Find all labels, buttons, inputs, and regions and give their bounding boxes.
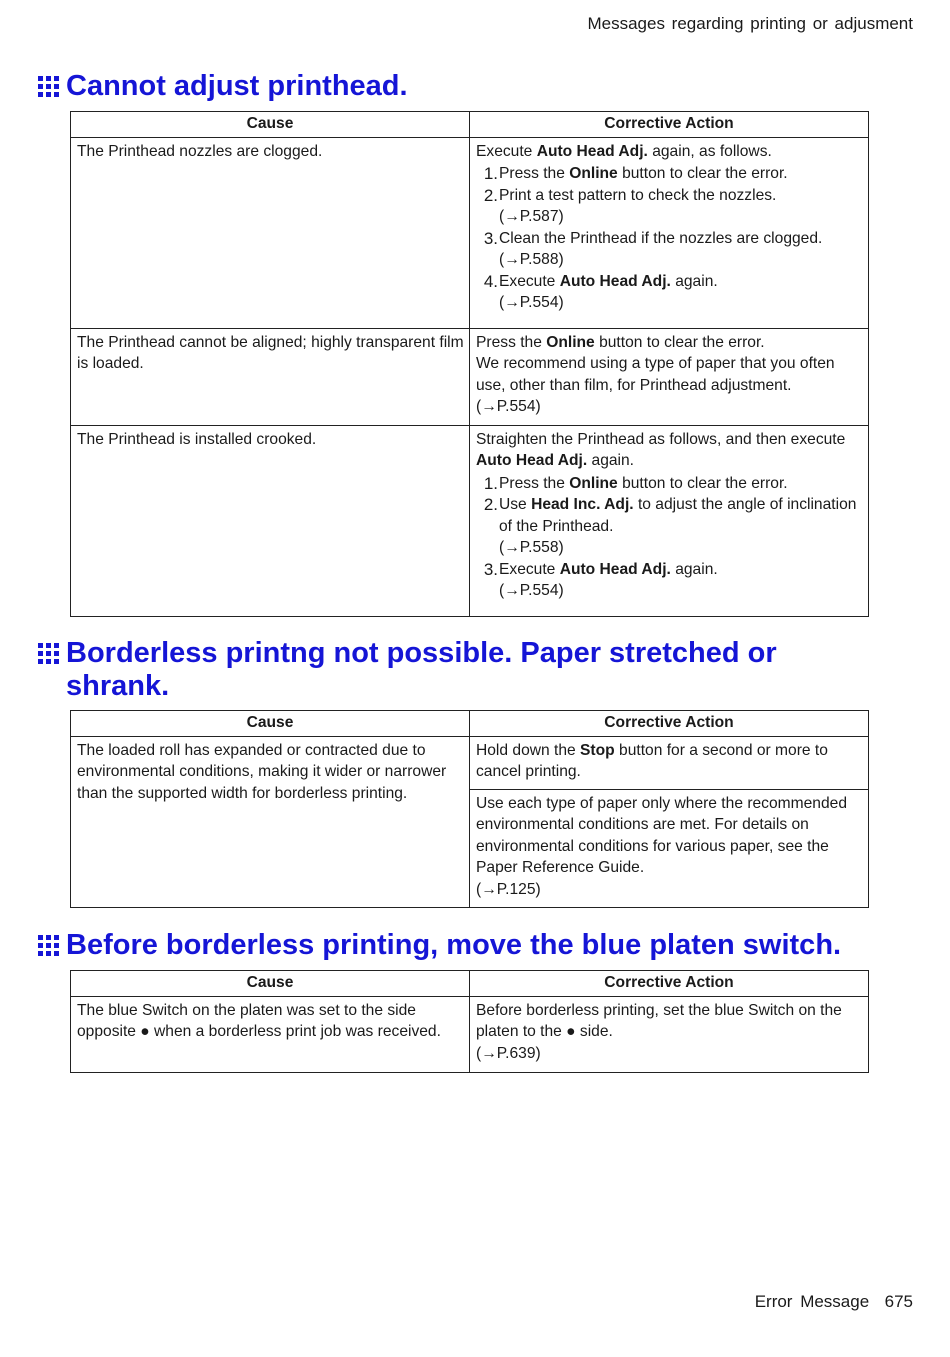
page-reference-link[interactable]: (→P.558): [499, 539, 564, 556]
action-intro: Straighten the Printhead as follows, and then execute Auto Head Adj. again.: [476, 430, 846, 469]
table-header-row: [71, 112, 869, 138]
section-title-borderless: [38, 637, 846, 703]
error-table-borderless: [70, 710, 869, 908]
action-cell: Press the Online button to clear the error. We recommend using a type of paper that you often use, other than film, for Printhead adjustment. (→P.554): [470, 328, 869, 425]
page-reference-link[interactable]: (→P.639): [476, 1044, 541, 1062]
table-row: [71, 736, 869, 789]
column-header-cause: Cause: [71, 711, 470, 737]
column-header-action: Corrective Action: [470, 971, 869, 997]
footer-label: Error Message: [754, 1292, 870, 1311]
list-item: 1. Press the Online button to clear the error.: [483, 473, 788, 493]
section-title-platen-switch: [38, 929, 866, 962]
list-item: 3. Execute Auto Head Adj. again. (→P.554): [476, 559, 863, 602]
action-text: We recommend using a type of paper that you often use, other than film, for Printhead adjustment.: [476, 355, 835, 394]
page-number: 675: [884, 1292, 913, 1311]
column-header-action: Corrective Action: [470, 112, 869, 138]
step-list: [476, 473, 863, 602]
table-row: [71, 137, 869, 328]
page-reference-link[interactable]: (→P.554): [476, 398, 541, 415]
grid-icon: [38, 643, 60, 665]
action-cell: [470, 425, 869, 616]
grid-icon: [38, 76, 60, 98]
action-cell: Hold down the Stop button for a second or more to cancel printing.: [470, 736, 869, 789]
cause-cell: The blue Switch on the platen was set to the side opposite ● when a borderless print job was received.: [71, 996, 470, 1072]
table-row: [71, 328, 869, 425]
list-item: 2. Use Head Inc. Adj. to adjust the angle of inclination of the Printhead. (→P.558): [476, 494, 863, 559]
grid-icon: [38, 935, 60, 957]
action-cell: [470, 996, 869, 1072]
table-row: [71, 425, 869, 616]
section-title-text: Cannot adjust printhead.: [66, 70, 408, 102]
cause-cell: The Printhead nozzles are clogged.: [71, 137, 470, 328]
cause-cell: The Printhead is installed crooked.: [71, 425, 470, 616]
column-header-action: Corrective Action: [470, 711, 869, 737]
list-item: 3. Clean the Printhead if the nozzles are clogged. (→P.588): [476, 228, 863, 271]
action-cell: [470, 137, 869, 328]
section-title-cannot-adjust: [38, 70, 846, 103]
list-item: 2. Print a test pattern to check the nozzles. (→P.587): [476, 185, 863, 228]
table-row: [71, 996, 869, 1072]
page-reference-link[interactable]: (→P.125): [476, 880, 541, 898]
cause-cell: The loaded roll has expanded or contracted due to environmental conditions, making it wider or narrower than the supported width for borderless printing.: [71, 736, 470, 907]
section-title-text: Before borderless printing, move the blue platen switch.: [66, 929, 842, 961]
page-reference-link[interactable]: (→P.587): [499, 208, 564, 225]
error-table-platen: [70, 970, 869, 1073]
error-table-printhead: [70, 111, 869, 617]
action-intro: Execute Auto Head Adj. again, as follows.: [476, 142, 772, 160]
section-title-text: Borderless printng not possible. Paper stretched or shrank.: [66, 637, 777, 702]
list-item: 4. Execute Auto Head Adj. again. (→P.554): [476, 271, 863, 314]
page-reference-link[interactable]: (→P.554): [499, 582, 564, 599]
page-reference-link[interactable]: (→P.554): [499, 294, 564, 311]
page-reference-link[interactable]: (→P.588): [499, 251, 564, 268]
list-item: 1. Press the Online button to clear the error.: [483, 164, 788, 183]
table-header-row: [71, 711, 869, 737]
column-header-cause: Cause: [71, 112, 470, 138]
step-list: [476, 163, 863, 314]
column-header-cause: Cause: [71, 971, 470, 997]
page-header: Messages regarding printing or adjusment: [587, 14, 913, 33]
table-header-row: [71, 971, 869, 997]
page-footer: [755, 1292, 913, 1312]
action-cell: [470, 789, 869, 907]
action-text: Use each type of paper only where the recommended environmental conditions are met. For details on environmental conditions for various paper, see the Paper Reference Guide.: [476, 794, 847, 876]
action-text: Before borderless printing, set the blue Switch on the platen to the ● side.: [476, 1001, 842, 1040]
cause-cell: The Printhead cannot be aligned; highly transparent film is loaded.: [71, 328, 470, 425]
